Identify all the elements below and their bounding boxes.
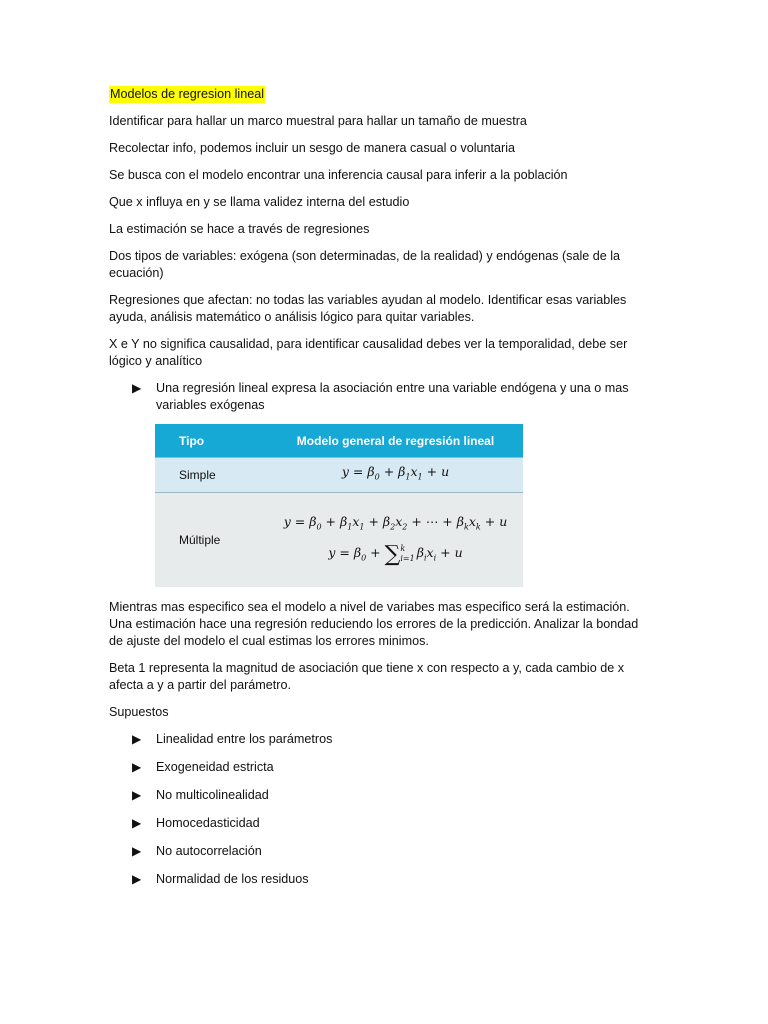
- document-page: [109, 86, 649, 899]
- list-item-text: No autocorrelación: [156, 844, 262, 858]
- paragraph: X e Y no significa causalidad, para identificar causalidad debes ver la temporalidad, debe ser lógico y analítico: [109, 337, 628, 368]
- paragraph: La estimación se hace a través de regresiones: [109, 222, 370, 236]
- list-item-text: Una regresión lineal expresa la asociación entre una variable endógena y una o mas variables exógenas: [156, 381, 629, 412]
- list-item: [109, 871, 649, 888]
- paragraph: Dos tipos de variables: exógena (son determinadas, de la realidad) y endógenas (sale de la ecuación): [109, 249, 621, 280]
- list-item-text: Exogeneidad estricta: [156, 760, 274, 774]
- paragraph: Beta 1 representa la magnitud de asociación que tiene x con respecto a y, cada cambio de x afecta a y a partir del parámetro.: [109, 661, 625, 692]
- paragraph: Que x influya en y se llama validez interna del estudio: [109, 195, 410, 209]
- list-item-text: Normalidad de los residuos: [156, 872, 309, 886]
- paragraph: Regresiones que afectan: no todas las variables ayudan al modelo. Identificar esas variables ayuda, análisis matemático o análisis lógico para quitar variables.: [109, 293, 627, 324]
- list-item: [109, 759, 649, 776]
- supuestos-heading: Supuestos: [109, 705, 169, 719]
- row-label-multiple: Múltiple: [155, 493, 268, 588]
- paragraph: Se busca con el modelo encontrar una inferencia causal para inferir a la población: [109, 168, 568, 182]
- bullet-list: [109, 380, 649, 414]
- triangle-bullet-icon: ▶: [132, 844, 142, 858]
- header-tipo: Tipo: [155, 424, 268, 458]
- multiple-regression-formulas: $y = \beta_0 + \beta_1x_1 + \beta_2x_2$ + ⋯ + $\beta_kx_k + u$ $y = \beta_0 + \sum k$ i=1 $\beta_ix_i + u$: [268, 493, 523, 588]
- list-item-text: Linealidad entre los parámetros: [156, 732, 333, 746]
- supuestos-list: [109, 731, 649, 888]
- triangle-bullet-icon: ▶: [132, 732, 142, 746]
- list-item: [109, 843, 649, 860]
- list-item-text: Homocedasticidad: [156, 816, 260, 830]
- triangle-bullet-icon: ▶: [132, 381, 142, 395]
- paragraph: Recolectar info, podemos incluir un sesgo de manera casual o voluntaria: [109, 141, 516, 155]
- triangle-bullet-icon: ▶: [132, 760, 142, 774]
- header-modelo: Modelo general de regresión lineal: [268, 424, 523, 458]
- table-row: [155, 493, 523, 588]
- table-row: [155, 458, 523, 493]
- triangle-bullet-icon: ▶: [132, 872, 142, 886]
- simple-regression-formula: $y = \beta_0 + \beta_1x_1 + u$: [268, 458, 523, 493]
- list-item: [109, 380, 649, 414]
- list-item: [109, 731, 649, 748]
- list-item: [109, 787, 649, 804]
- regression-models-table: [155, 424, 523, 587]
- paragraph: Identificar para hallar un marco muestral para hallar un tamaño de muestra: [109, 114, 527, 128]
- list-item-text: No multicolinealidad: [156, 788, 269, 802]
- document-title: Modelos de regresion lineal: [110, 87, 265, 101]
- paragraph: Mientras mas especifico sea el modelo a nivel de variabes mas especifico será la estimación. Una estimación hace una regresión reduciendo los errores de la predicción. Analizar la bondad de ajuste del modelo el cual estimas los errores minimos.: [109, 600, 639, 648]
- row-label-simple: Simple: [155, 458, 268, 493]
- triangle-bullet-icon: ▶: [132, 788, 142, 802]
- table-header-row: [155, 424, 523, 458]
- list-item: [109, 815, 649, 832]
- triangle-bullet-icon: ▶: [132, 816, 142, 830]
